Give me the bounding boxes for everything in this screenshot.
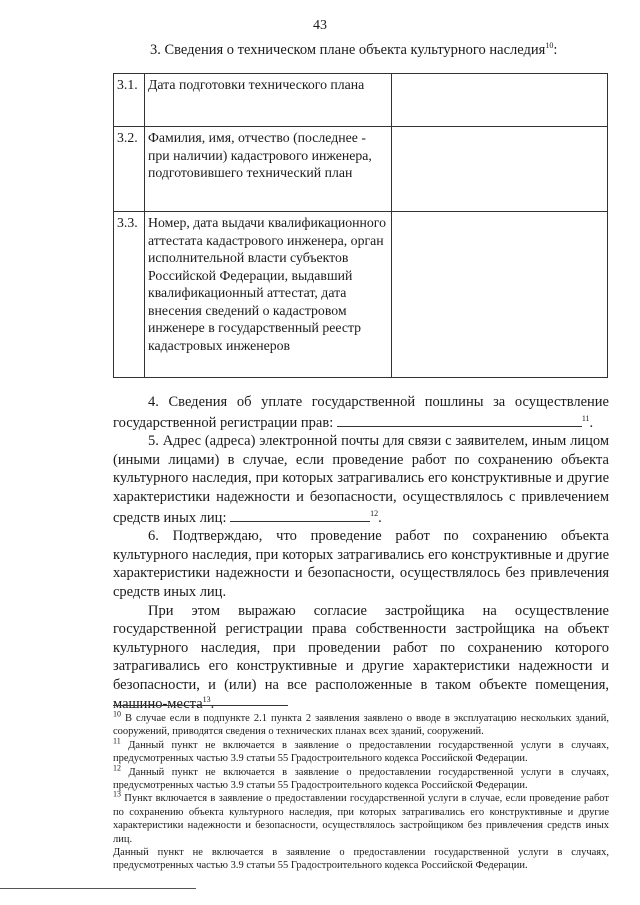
email-fill-line[interactable] bbox=[230, 507, 370, 522]
paragraph-5-text: 5. Адрес (адреса) электронной почты для связи с заявителем, иным лицом (иными лицами) в случае, если проведение работ по сохранению объекта культурного наследия, при которых затрагивались его конструктивные и другие характеристики надежности и безопасности, осуществлялось с привлечением средств иных лиц: bbox=[113, 433, 609, 526]
section-3-title-text: 3. Сведения о техническом плане объекта культурного наследия bbox=[150, 42, 546, 58]
footnote-text: В случае если в подпункте 2.1 пункта 2 заявления заявлено о вводе в эксплуатацию нескольких зданий, сооружений, приводятся сведения о технических планах всех зданий, сооружений. bbox=[113, 713, 609, 738]
paragraph-5-end: . bbox=[378, 509, 382, 526]
paragraph-4 bbox=[113, 393, 609, 432]
row-label: Дата подготовки технического плана bbox=[145, 74, 392, 127]
row-value-field[interactable] bbox=[392, 127, 608, 212]
footnote-ref-12: 12 bbox=[370, 508, 379, 518]
row-number: 3.2. bbox=[114, 127, 145, 212]
footnote-separator bbox=[113, 705, 288, 706]
table-row-3-2 bbox=[114, 127, 608, 212]
section-3-title: 3. Сведения о техническом плане объекта культурного наследия$^{10}$: bbox=[150, 41, 558, 58]
row-number: 3.3. bbox=[114, 212, 145, 378]
footnote-13 bbox=[113, 789, 609, 846]
paragraph-4-end: . bbox=[589, 414, 594, 431]
footnote-text: Данный пункт не включается в заявление о предоставлении государственной услуги в случаях, предусмотренных частью 3.9 статьи 55 Градостроительного кодекса Российской Федерации. bbox=[113, 766, 609, 792]
footnote-number: 11 bbox=[113, 736, 121, 746]
footnote-number: 12 bbox=[113, 763, 121, 773]
footnote-text: Пункт включается в заявление о предоставлении государственной услуги в случае, если проведение работ по сохранению объекта культурного наследия, при которых затрагивались его конструктивные и другие характеристики надежности и безопасности, осуществлялось застройщиком без привлечения средств иных лиц. bbox=[113, 793, 609, 845]
row-label: Номер, дата выдачи квалификационного аттестата кадастрового инженера, орган исполнительной власти субъектов Российской Федерации, выдавший квалификационный аттестат, дата внесения сведений о кадастровом инженере в государственный реестр кадастровых инженеров bbox=[145, 212, 392, 378]
footnote-text: Данный пункт не включается в заявление о предоставлении государственной услуги в случаях, предусмотренных частью 3.9 статьи 55 Градостроительного кодекса Российской Федерации. bbox=[113, 739, 609, 765]
body-paragraphs bbox=[113, 393, 609, 713]
technical-plan-table bbox=[113, 73, 608, 378]
footnote-ref-11: 11 bbox=[581, 413, 590, 423]
footnote-text: Данный пункт не включается в заявление о предоставлении государственной услуги в случаях, предусмотренных частью 3.9 статьи 55 Градостроительного кодекса Российской Федерации. bbox=[113, 847, 609, 872]
state-fee-fill-line[interactable] bbox=[337, 412, 582, 427]
table-row-3-1 bbox=[114, 74, 608, 127]
footnote-number: 10 bbox=[113, 709, 121, 719]
row-label: Фамилия, имя, отчество (последнее - при наличии) кадастрового инженера, подготовившего технический план bbox=[145, 127, 392, 212]
footnote-ref-13: 13 bbox=[202, 694, 211, 704]
footnote-10 bbox=[113, 709, 609, 739]
row-number: 3.1. bbox=[114, 74, 145, 127]
paragraph-7 bbox=[113, 602, 609, 714]
paragraph-4-text: 4. Сведения об уплате государственной пошлины за осуществление государственной регистрации прав: bbox=[113, 394, 609, 431]
paragraph-6: 6. Подтверждаю, что проведение работ по сохранению объекта культурного наследия, при которых затрагивались его конструктивные и другие характеристики надежности и безопасности, осуществлялось без привлечения средств иных лиц. bbox=[113, 528, 609, 600]
row-value-field[interactable] bbox=[392, 212, 608, 378]
paragraph-7-end: . bbox=[210, 695, 215, 712]
footnote-number: 13 bbox=[113, 789, 121, 799]
footnote-13-continuation bbox=[113, 846, 609, 873]
footnote-12 bbox=[113, 763, 609, 793]
paragraph-5 bbox=[113, 432, 609, 527]
footnote-11 bbox=[113, 736, 609, 766]
page-number: 43 bbox=[313, 18, 327, 33]
row-value-field[interactable] bbox=[392, 74, 608, 127]
paragraph-7-text: При этом выражаю согласие застройщика на осуществление государственной регистрации права собственности застройщика на объект культурного наследия, при проведении работ по сохранению которого затрагивались его конструктивные и другие характеристики надежности и безопасности, и (или) на все расположенные в таком объекте помещения, машино-места bbox=[113, 602, 609, 712]
footnote-ref-10: 10 bbox=[545, 41, 554, 51]
bottom-edge-line bbox=[0, 888, 196, 889]
table-row-3-3 bbox=[114, 212, 608, 378]
footnotes bbox=[113, 709, 609, 873]
